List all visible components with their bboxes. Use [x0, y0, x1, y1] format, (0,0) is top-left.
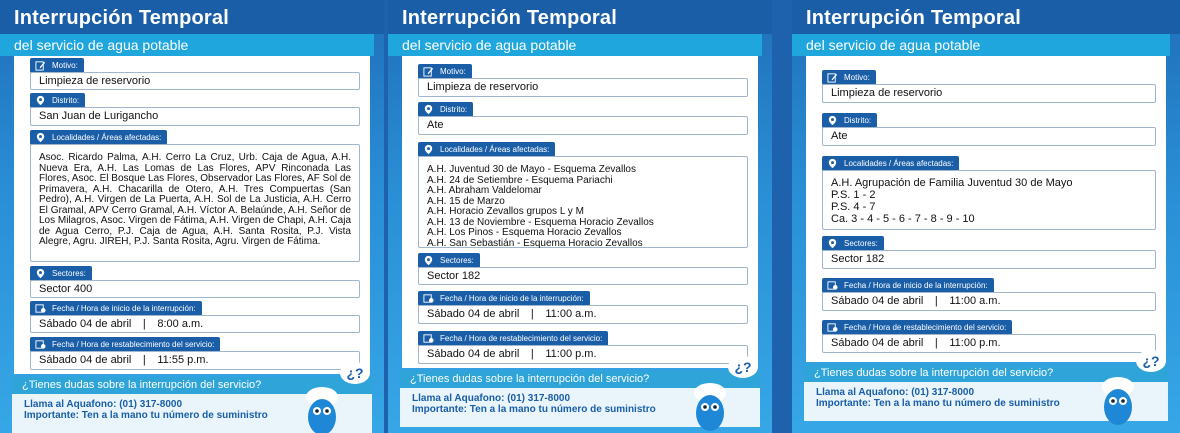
restablecimiento-value: [418, 345, 748, 364]
inicio-fecha: Sábado 04 de abril: [427, 308, 520, 320]
edit-icon: [827, 72, 838, 83]
list-item: A.H. Horacio Zevallos grupos L y M: [427, 206, 584, 217]
distrito-label: Distrito:: [30, 93, 85, 108]
motivo-label: Motivo:: [418, 64, 472, 79]
calendar-clock-icon: [423, 293, 434, 304]
panel-title: Interrupción Temporal: [14, 7, 229, 29]
inicio-label: Fecha / Hora de inicio de la interrupción:: [30, 301, 202, 316]
sectores-field: [412, 253, 748, 285]
importante-line: Importante: Ten a la mano tu número de suministro: [816, 398, 1060, 409]
sectores-label: Sectores:: [30, 266, 92, 281]
localidades-field: [412, 142, 748, 248]
localidades-label: Localidades / Áreas afectadas:: [30, 130, 167, 145]
aquafono-line: Llama al Aquafono: (01) 317-8000: [24, 399, 183, 410]
inicio-fecha: Sábado 04 de abril: [39, 318, 132, 330]
inicio-field: [816, 278, 1156, 311]
separator: |: [530, 348, 534, 360]
inicio-hora: 8:00 a.m.: [157, 318, 204, 330]
rest-fecha: Sábado 04 de abril: [427, 348, 520, 360]
list-item: P.S. 1 - 2: [831, 189, 876, 201]
subtitle-bar: [388, 34, 762, 56]
panel-subtitle: del servicio de agua potable: [806, 37, 981, 53]
location-pin-icon: [827, 158, 838, 169]
location-pin-icon: [423, 104, 434, 115]
rest-hora: 11:55 p.m.: [157, 354, 209, 366]
motivo-label: Motivo:: [30, 58, 84, 73]
localidades-value: [418, 156, 748, 248]
restablecimiento-label: Fecha / Hora de restablecimiento del servicio:: [822, 320, 1012, 335]
panel-title: Interrupción Temporal: [806, 7, 1021, 29]
sectores-label: Sectores:: [822, 236, 884, 251]
edit-icon: [423, 66, 434, 77]
inicio-fecha: Sábado 04 de abril: [831, 295, 924, 307]
location-pin-icon: [35, 95, 46, 106]
mascot-icon: [294, 375, 350, 433]
motivo-field: [24, 58, 360, 90]
inicio-value: [822, 292, 1156, 311]
restablecimiento-field: [24, 337, 360, 370]
calendar-clock-icon: [35, 339, 46, 350]
localidades-value: [822, 170, 1156, 230]
notice-panel-3: [792, 0, 1180, 433]
sectores-value: Sector 182: [822, 250, 1156, 269]
localidades-field: [816, 156, 1156, 230]
distrito-field: [816, 113, 1156, 146]
location-pin-icon: [423, 255, 434, 266]
distrito-label: Distrito:: [822, 113, 877, 128]
inicio-field: [412, 291, 748, 324]
location-pin-icon: [35, 132, 46, 143]
separator: |: [934, 295, 938, 307]
motivo-value: Limpieza de reservorio: [822, 84, 1156, 103]
aquafono-line: Llama al Aquafono: (01) 317-8000: [412, 393, 571, 404]
list-item: A.H. Agrupación de Familia Juventud 30 de Mayo: [831, 177, 1073, 189]
edit-icon: [35, 60, 46, 71]
inicio-field: [24, 301, 360, 333]
list-item: P.S. 4 - 7: [831, 201, 876, 213]
subtitle-bar: [0, 34, 374, 56]
localidades-value: Asoc. Ricardo Palma, A.H. Cerro La Cruz, Urb. Caja de Agua, A.H. Nueva Era, A.H. Las Lomas de Las Flores, APV Rinconada Las Flores, Asoc. El Bosque Las Flores, Observador Las Flores, AF Sol de Primavera, A.H. Chacarilla de Otero, A.H. Tres Compuertas (San Pedro), A.H. Virgen de La Puerta, A.H. Sol de La Justicia, A.H. Cerro El Gramal, APV Cerro Gramal, A.H. Víctor A. Belaúnde, A.H. Señor de Los Milagros, Asoc. Virgen de Fátima, A.H. Virgen de Chapi, A.H. Caja de Agua Cerro, P.J. Caja de Agua, A.H. Santa Rosita, P.J. Vista Alegre, Agru. JIREH, P.J. Santa Rosita, Agru. Virgen de Fátima.: [30, 144, 360, 262]
list-item: A.H. 13 de Noviembre - Esquema Horacio Zevallos: [427, 216, 654, 228]
svg-text:¿?: ¿?: [1142, 353, 1160, 369]
rest-hora: 11:00 p.m.: [545, 348, 597, 360]
separator: |: [142, 318, 146, 330]
restablecimiento-field: [412, 331, 748, 364]
notice-card: [14, 56, 370, 374]
motivo-value: Limpieza de reservorio: [30, 72, 360, 90]
distrito-value: Ate: [418, 116, 748, 135]
separator: |: [934, 337, 938, 349]
location-pin-icon: [827, 115, 838, 126]
svg-text:¿?: ¿?: [734, 359, 752, 375]
restablecimiento-value: [822, 334, 1156, 353]
notice-card: [806, 56, 1166, 362]
restablecimiento-field: [816, 320, 1156, 353]
localidades-field: [24, 130, 360, 262]
help-question: ¿Tienes dudas sobre la interrupción del servicio?: [400, 371, 760, 388]
calendar-clock-icon: [35, 303, 46, 314]
separator: |: [142, 354, 146, 366]
inicio-hora: 11:00 a.m.: [949, 295, 1001, 307]
list-item: Ca. 3 - 4 - 5 - 6 - 7 - 8 - 9 - 10: [831, 213, 975, 225]
inicio-label: Fecha / Hora de inicio de la interrupción:: [418, 291, 590, 306]
panel-subtitle: del servicio de agua potable: [402, 37, 577, 53]
distrito-value: Ate: [822, 127, 1156, 146]
calendar-clock-icon: [827, 280, 838, 291]
calendar-clock-icon: [423, 333, 434, 344]
list-item: A.H. San Sebastián - Esquema Horacio Zevallos: [427, 237, 643, 249]
location-pin-icon: [35, 268, 46, 279]
help-section: [12, 365, 372, 433]
notice-card: [402, 56, 758, 368]
distrito-field: [24, 93, 360, 126]
restablecimiento-value: [30, 351, 360, 370]
distrito-label: Distrito:: [418, 102, 473, 117]
rest-hora: 11:00 p.m.: [949, 337, 1001, 349]
inicio-hora: 11:00 a.m.: [545, 308, 597, 320]
subtitle-bar: [792, 34, 1170, 56]
sectores-value: Sector 400: [30, 280, 360, 298]
mascot-icon: [682, 371, 738, 433]
list-item: A.H. 15 de Marzo: [427, 195, 505, 207]
help-question: ¿Tienes dudas sobre la interrupción del servicio?: [804, 365, 1168, 382]
motivo-field: [816, 70, 1156, 103]
sectores-value: Sector 182: [418, 267, 748, 285]
location-pin-icon: [827, 238, 838, 249]
restablecimiento-label: Fecha / Hora de restablecimiento del servicio:: [418, 331, 608, 346]
restablecimiento-label: Fecha / Hora de restablecimiento del servicio:: [30, 337, 220, 352]
mascot-icon: [1090, 365, 1146, 429]
list-item: A.H. Juventud 30 de Mayo - Esquema Zevallos: [427, 164, 636, 175]
list-item: A.H. 24 de Setiembre - Esquema Pariachi: [427, 174, 613, 186]
motivo-field: [412, 64, 748, 97]
importante-line: Importante: Ten a la mano tu número de suministro: [412, 404, 656, 415]
help-section: [804, 353, 1168, 421]
localidades-label: Localidades / Áreas afectadas:: [418, 142, 555, 157]
distrito-value: San Juan de Lurigancho: [30, 107, 360, 126]
motivo-value: Limpieza de reservorio: [418, 78, 748, 97]
inicio-value: [30, 315, 360, 333]
panel-title: Interrupción Temporal: [402, 7, 617, 29]
localidades-label: Localidades / Áreas afectadas:: [822, 156, 959, 171]
location-pin-icon: [423, 144, 434, 155]
list-item: A.H. Abraham Valdelomar: [427, 185, 542, 196]
sectores-field: [816, 236, 1156, 269]
svg-text:¿?: ¿?: [346, 365, 364, 381]
notice-panel-2: [388, 0, 772, 433]
inicio-label: Fecha / Hora de inicio de la interrupción:: [822, 278, 994, 293]
sectores-label: Sectores:: [418, 253, 480, 268]
sectores-field: [24, 266, 360, 298]
distrito-field: [412, 102, 748, 135]
panel-subtitle: del servicio de agua potable: [14, 37, 189, 53]
help-question: ¿Tienes dudas sobre la interrupción del servicio?: [12, 377, 372, 394]
calendar-clock-icon: [827, 322, 838, 333]
notice-panel-1: [0, 0, 384, 433]
rest-fecha: Sábado 04 de abril: [39, 354, 132, 366]
aquafono-line: Llama al Aquafono: (01) 317-8000: [816, 387, 975, 398]
help-section: [400, 359, 760, 427]
motivo-label: Motivo:: [822, 70, 876, 85]
importante-line: Importante: Ten a la mano tu número de suministro: [24, 410, 268, 421]
rest-fecha: Sábado 04 de abril: [831, 337, 924, 349]
list-item: A.H. Los Pinos - Esquema Horacio Zevallos: [427, 227, 622, 238]
inicio-value: [418, 305, 748, 324]
separator: |: [530, 308, 534, 320]
